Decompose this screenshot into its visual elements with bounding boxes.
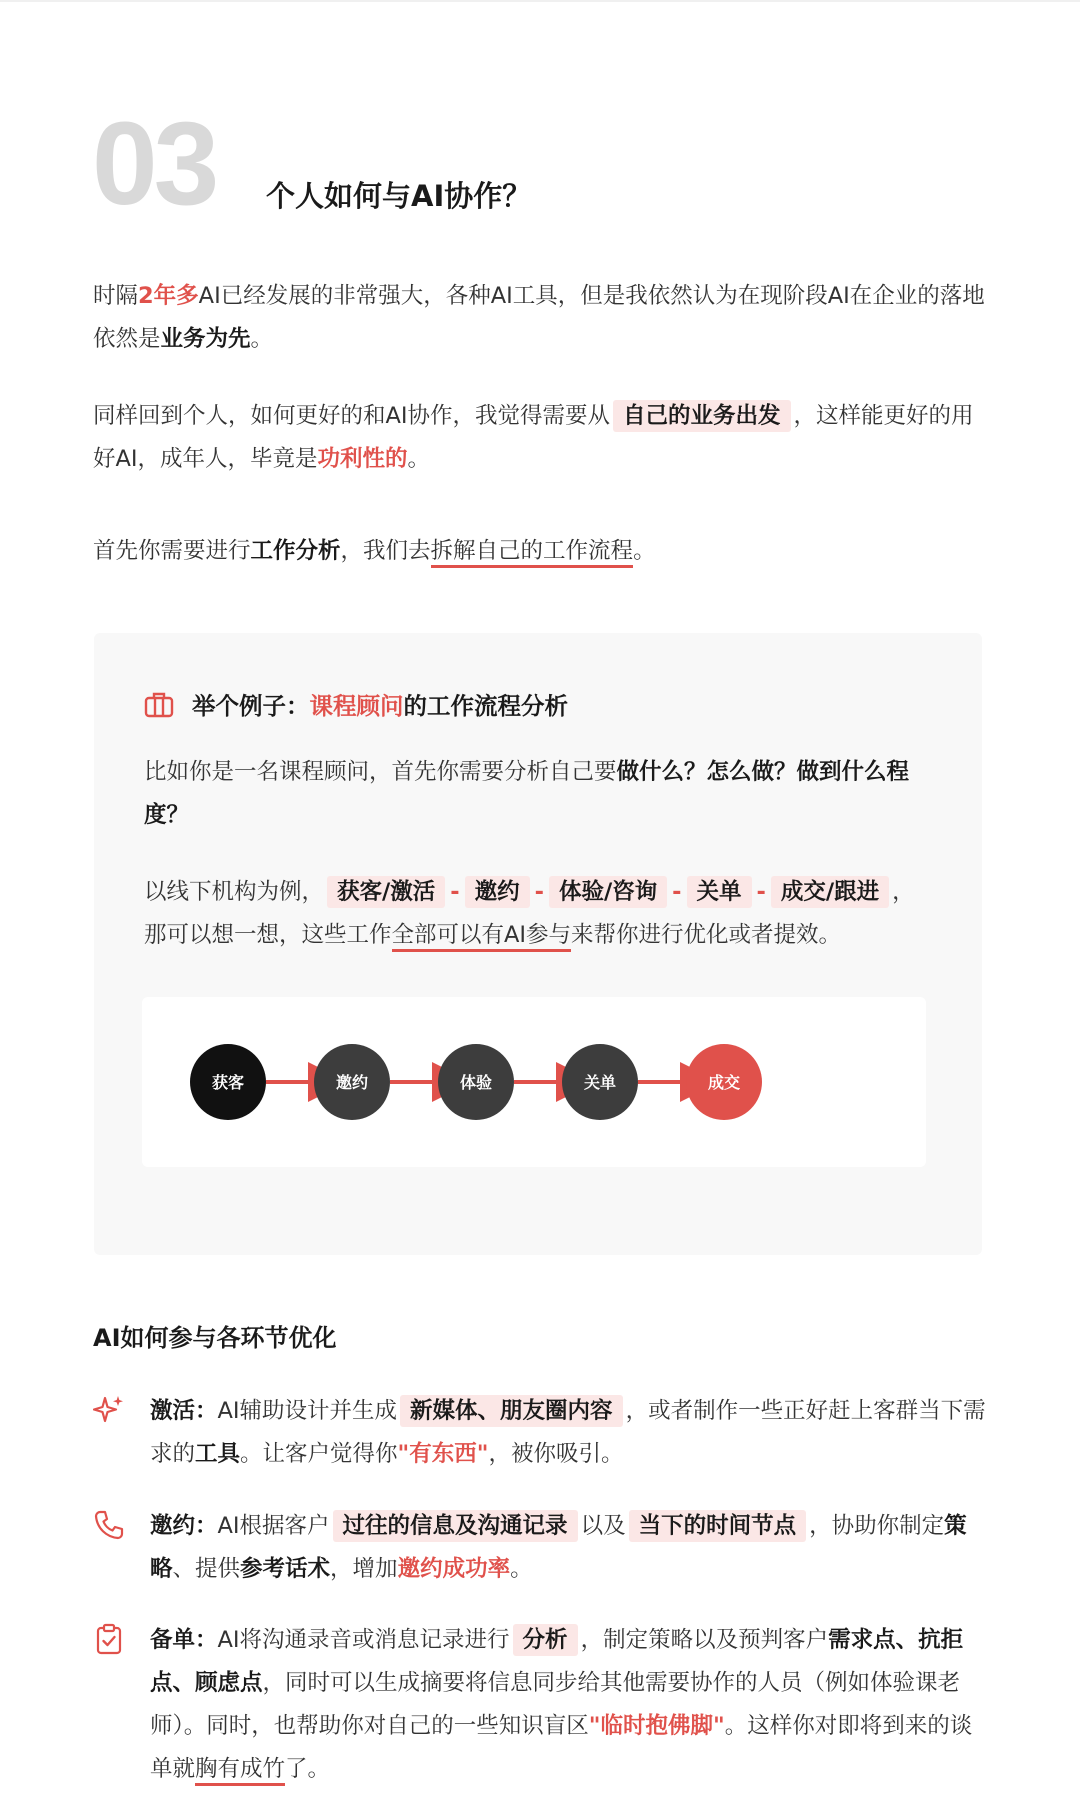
step-tag: 成交/跟进 (771, 876, 889, 908)
intro-paragraph-2: 同样回到个人，如何更好的和AI协作，我觉得需要从 自己的业务出发 ，这样能更好的用好AI，成年人，毕竟是功利性的。 (93, 395, 993, 481)
briefcase-icon (144, 690, 174, 718)
flow-node-5 (686, 1044, 762, 1120)
section-title: 个人如何与AI协作？ (266, 179, 532, 213)
section-number: 03 (92, 98, 216, 230)
clipboard-check-icon (93, 1623, 125, 1655)
svg-text:获客: 获客 (211, 1073, 245, 1092)
step-tag: 邀约 (465, 876, 530, 908)
svg-text:体验: 体验 (459, 1073, 493, 1092)
example-paragraph-1: 比如你是一名课程顾问，首先你需要分析自己要做什么？怎么做？做到什么程度？ (144, 759, 910, 828)
optimization-heading: AI如何参与各环节优化 (93, 1324, 337, 1352)
svg-text:关单: 关单 (583, 1073, 617, 1092)
flow-node-2 (314, 1044, 390, 1120)
step-tag: 体验/咨询 (549, 876, 667, 908)
workflow-diagram (142, 997, 926, 1167)
step-tag: 关单 (687, 876, 752, 908)
intro-paragraph-1: 时隔2年多AI已经发展的非常强大，各种AI工具，但是我依然认为在现阶段AI在企业的落地依然是业务为先。 (93, 283, 985, 352)
flow-node-4 (562, 1044, 638, 1120)
sparkle-icon (93, 1394, 125, 1426)
example-card (94, 633, 982, 1255)
svg-text:成交: 成交 (707, 1073, 741, 1092)
step-tag: 获客/激活 (327, 876, 445, 908)
top-divider (0, 0, 1080, 2)
phone-icon (93, 1509, 125, 1541)
flow-node-3 (438, 1044, 514, 1120)
flow-node-1 (190, 1044, 266, 1120)
example-title: 举个例子： 课程顾问 的工作流程分析 (144, 687, 568, 721)
example-paragraph-2: 以线下机构为例， 获客/激活 - 邀约 - 体验/咨询 - 关单 - 成交/跟进 ，那可以想一想，这些工作全部可以有AI参与来帮你进行优化或者提效。 (144, 871, 934, 957)
svg-text:邀约: 邀约 (335, 1073, 369, 1092)
intro-paragraph-3: 首先你需要进行工作分析，我们去拆解自己的工作流程。 (93, 530, 993, 573)
